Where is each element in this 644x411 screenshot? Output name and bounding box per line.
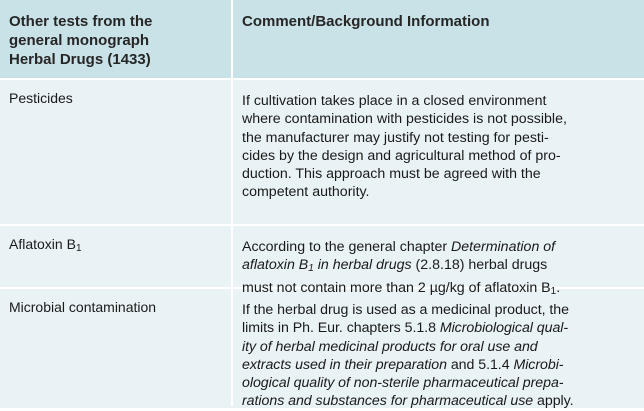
test-cell	[0, 226, 233, 287]
header-tests-line: Other tests from the	[9, 13, 153, 30]
comment-italic-run: Determination of	[451, 239, 556, 255]
header-cell-comment	[233, 0, 644, 78]
comment-italic-run: Microbiological qual-	[439, 320, 569, 337]
test-name-main: Aflatoxin B	[9, 236, 76, 252]
table-row	[0, 80, 644, 226]
comment-run: apply.	[533, 393, 574, 410]
comment-run: limits in Ph. Eur. chapters 5.1.8	[242, 320, 440, 337]
comment-line	[242, 338, 634, 356]
comment-italic-run: rations and substances for pharmaceutical use	[242, 393, 534, 410]
comment-subscript: 1	[308, 263, 314, 275]
comment-line: cides by the design and agricultural method of pro-	[242, 147, 561, 164]
comment-run: must not contain more than 2 µg/kg of aflatoxin B	[242, 279, 551, 296]
header-tests-line: general monograph	[9, 32, 150, 49]
comment-line: duction. This approach must be agreed with the	[242, 166, 541, 183]
comment-line	[242, 238, 634, 256]
test-name	[0, 226, 231, 258]
comment-italic-run: Microbi-	[513, 356, 564, 373]
comment-italic-run: aflatoxin B	[242, 257, 309, 274]
comment-italic-run: ity of herbal medicinal products for oral use and	[242, 338, 538, 355]
comment-line	[242, 374, 634, 392]
test-cell	[0, 80, 233, 224]
comment-line	[242, 319, 634, 337]
comment-cell	[233, 226, 644, 297]
test-name: Microbial contamination	[9, 299, 157, 315]
test-name: Pesticides	[9, 90, 73, 106]
comment-line: where contamination with pesticides is not possible,	[242, 111, 567, 128]
comment-run: .	[556, 279, 561, 296]
header-comment-label: Comment/Background Information	[242, 13, 490, 30]
table-header-row	[0, 0, 644, 80]
header-tests-line: Herbal Drugs (1433)	[9, 51, 151, 68]
comment-run: According to the general chapter	[242, 239, 452, 255]
comment-line: the manufacturer may justify not testing for pesti-	[242, 129, 549, 146]
header-cell-tests	[0, 0, 233, 78]
table-row	[0, 289, 644, 410]
comment-run: and 5.1.4	[446, 356, 514, 373]
comment-line: If cultivation takes place in a closed environment	[242, 93, 547, 109]
table-row	[0, 226, 644, 297]
comment-line	[242, 392, 634, 410]
comment-line	[242, 356, 634, 374]
comment-text	[242, 301, 634, 411]
comment-italic-run: ological quality of non-sterile pharmaceutical prepa-	[242, 375, 564, 392]
comment-line: competent authority.	[242, 184, 370, 201]
comment-run: (2.8.18) herbal drugs	[411, 257, 548, 274]
comment-subscript: 1	[550, 285, 557, 297]
comment-cell	[233, 80, 644, 224]
comment-text	[242, 92, 634, 202]
test-name-subscript: 1	[75, 243, 82, 254]
test-cell	[0, 289, 233, 406]
comment-line	[242, 256, 634, 278]
comment-italic-run: in herbal drugs	[313, 257, 412, 274]
comment-italic-run: extracts used in their preparation	[242, 356, 447, 373]
comment-line: If the herbal drug is used as a medicinal product, the	[242, 302, 569, 318]
comment-cell	[233, 289, 644, 410]
